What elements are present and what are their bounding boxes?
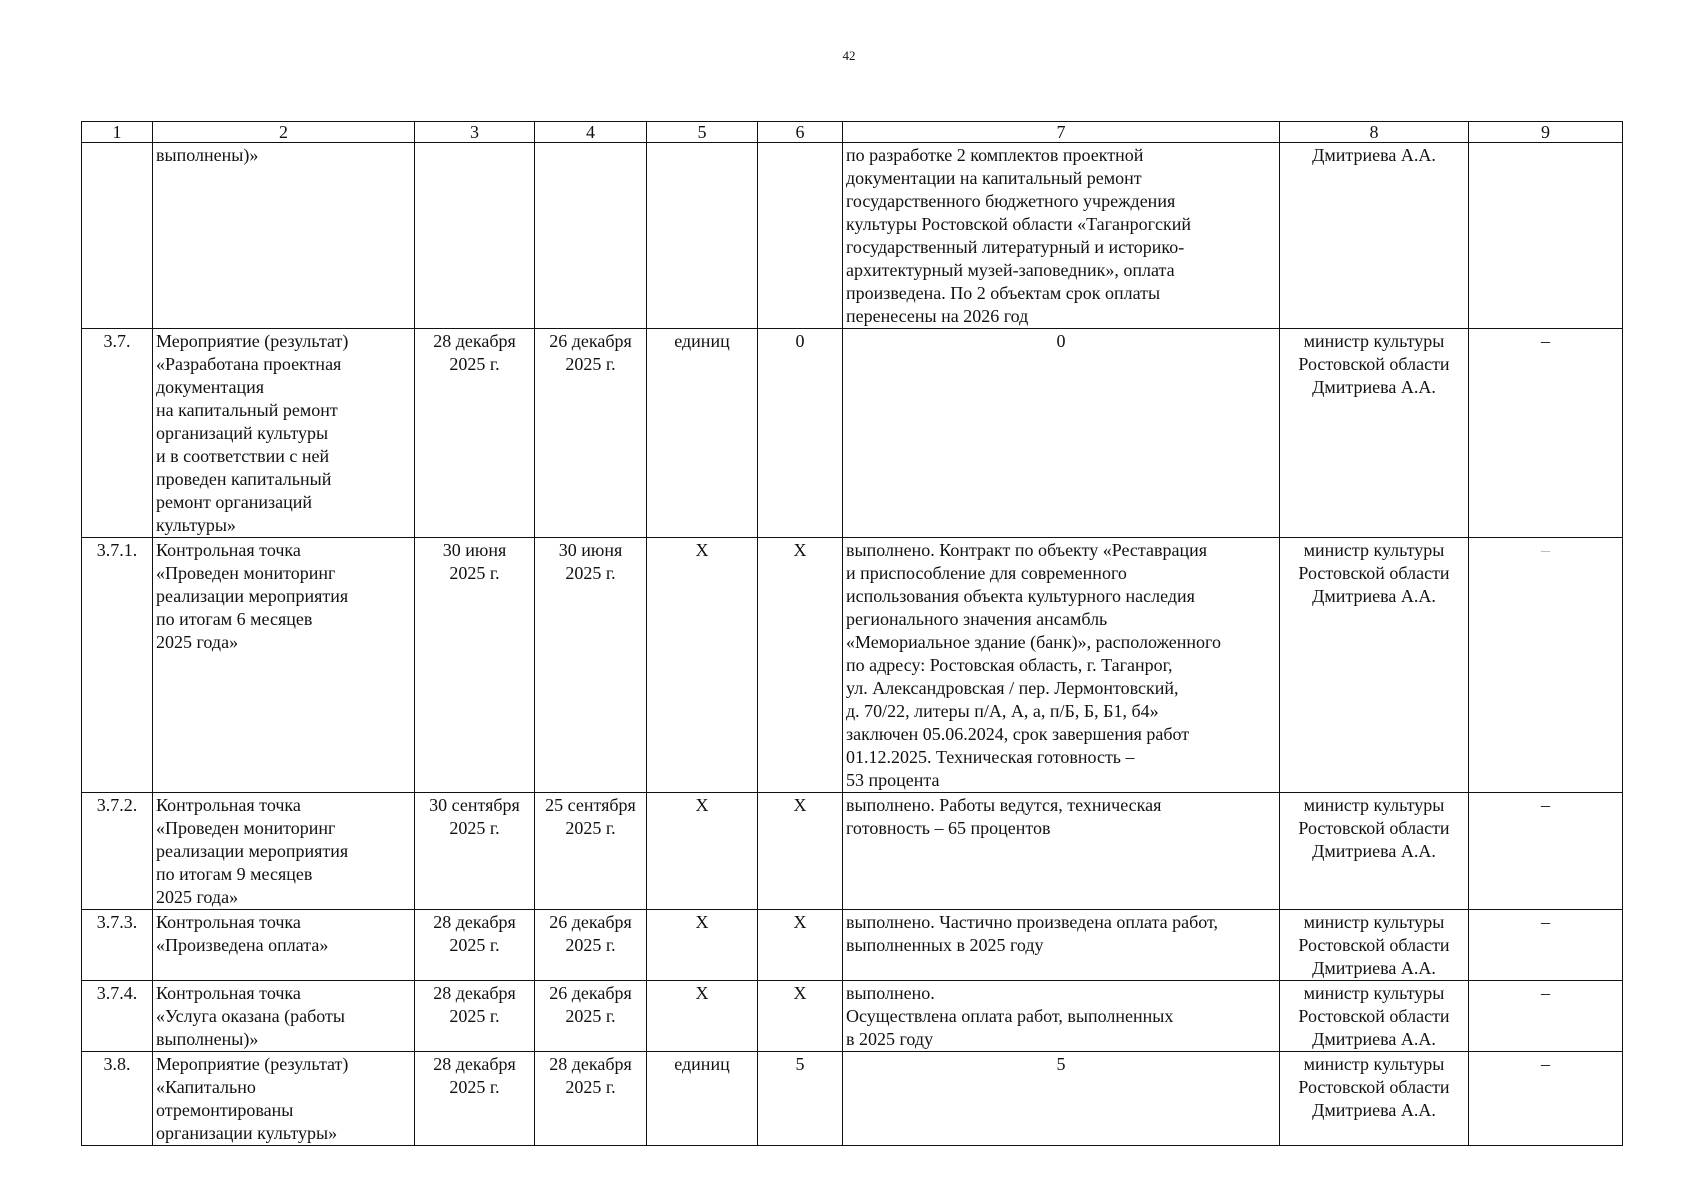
event-name: Мероприятие (результат) «Капитально отремонтированы организации культуры» — [153, 1052, 415, 1146]
table-row — [82, 1052, 1623, 1146]
note: – — [1469, 910, 1623, 981]
header-col-6: 6 — [758, 122, 843, 143]
result-text: выполнено. Осуществлена оплата работ, выполненных в 2025 году — [843, 981, 1280, 1052]
note: – — [1469, 538, 1623, 793]
responsible: министр культуры Ростовской области Дмитриева А.А. — [1280, 793, 1469, 910]
event-name: Контрольная точка «Проведен мониторинг реализации мероприятия по итогам 9 месяцев 2025 года» — [153, 793, 415, 910]
result-text: по разработке 2 комплектов проектной документации на капитальный ремонт государственного бюджетного учреждения культуры Ростовской области «Таганрогский государственный литературный и историко- архитектурный музей-заповедник», оплата произведена. По 2 объектам срок оплаты перенесены на 2026 год — [843, 143, 1280, 329]
responsible: Дмитриева А.А. — [1280, 143, 1469, 329]
responsible: министр культуры Ростовской области Дмитриева А.А. — [1280, 1052, 1469, 1146]
note: – — [1469, 329, 1623, 538]
result-text: выполнено. Работы ведутся, техническая готовность – 65 процентов — [843, 793, 1280, 910]
plan-date: 28 декабря 2025 г. — [415, 981, 535, 1052]
row-number — [82, 143, 153, 329]
plan-date: 30 июня 2025 г. — [415, 538, 535, 793]
event-name: Мероприятие (результат) «Разработана проектная документация на капитальный ремонт организаций культуры и в соответствии с ней проведен капитальный ремонт организаций культуры» — [153, 329, 415, 538]
header-col-2: 2 — [153, 122, 415, 143]
row-number: 3.7.3. — [82, 910, 153, 981]
plan-value: Х — [758, 793, 843, 910]
header-row — [82, 122, 1623, 143]
page-number: 42 — [842, 48, 856, 63]
fact-date: 28 декабря 2025 г. — [535, 1052, 647, 1146]
result-text: выполнено. Контракт по объекту «Реставрация и приспособление для современного использования объекта культурного наследия регионального значения ансамбль «Мемориальное здание (банк)», расположенного по адресу: Ростовская область, г. Таганрог, ул. Александровская / пер. Лермонтовский, д. 70/22, литеры п/А, А, а, п/Б, Б, Б1, б4» заключен 05.06.2024, срок завершения работ 01.12.2025. Техническая готовность – 53 процента — [843, 538, 1280, 793]
header-col-8: 8 — [1280, 122, 1469, 143]
responsible: министр культуры Ростовской области Дмитриева А.А. — [1280, 981, 1469, 1052]
unit: единиц — [647, 1052, 758, 1146]
plan-date: 28 декабря 2025 г. — [415, 329, 535, 538]
fact-date: 26 декабря 2025 г. — [535, 329, 647, 538]
plan-date: 28 декабря 2025 г. — [415, 1052, 535, 1146]
header-col-1: 1 — [82, 122, 153, 143]
plan-value: Х — [758, 538, 843, 793]
responsible: министр культуры Ростовской области Дмитриева А.А. — [1280, 910, 1469, 981]
note: – — [1469, 793, 1623, 910]
table-row — [82, 329, 1623, 538]
unit — [647, 143, 758, 329]
unit: Х — [647, 910, 758, 981]
result-text: выполнено. Частично произведена оплата работ, выполненных в 2025 году — [843, 910, 1280, 981]
plan-value: Х — [758, 981, 843, 1052]
fact-date: 30 июня 2025 г. — [535, 538, 647, 793]
header-col-7: 7 — [843, 122, 1280, 143]
unit: Х — [647, 793, 758, 910]
plan-value: Х — [758, 910, 843, 981]
row-number: 3.7.2. — [82, 793, 153, 910]
table-row — [82, 143, 1623, 329]
note: – — [1469, 1052, 1623, 1146]
unit: единиц — [647, 329, 758, 538]
header-col-5: 5 — [647, 122, 758, 143]
note — [1469, 143, 1623, 329]
unit: Х — [647, 538, 758, 793]
responsible: министр культуры Ростовской области Дмитриева А.А. — [1280, 329, 1469, 538]
result-text: 5 — [843, 1052, 1280, 1146]
unit: Х — [647, 981, 758, 1052]
plan-date: 30 сентября 2025 г. — [415, 793, 535, 910]
plan-date: 28 декабря 2025 г. — [415, 910, 535, 981]
fact-date: 26 декабря 2025 г. — [535, 910, 647, 981]
table-row — [82, 981, 1623, 1052]
row-number: 3.7. — [82, 329, 153, 538]
header-col-3: 3 — [415, 122, 535, 143]
table-row — [82, 793, 1623, 910]
plan-value: 5 — [758, 1052, 843, 1146]
header-col-4: 4 — [535, 122, 647, 143]
plan-value: 0 — [758, 329, 843, 538]
event-name: Контрольная точка «Произведена оплата» — [153, 910, 415, 981]
row-number: 3.7.4. — [82, 981, 153, 1052]
header-col-9: 9 — [1469, 122, 1623, 143]
event-name: выполнены)» — [153, 143, 415, 329]
table-row — [82, 910, 1623, 981]
report-table — [81, 121, 1623, 1146]
event-name: Контрольная точка «Услуга оказана (работы выполнены)» — [153, 981, 415, 1052]
fact-date: 25 сентября 2025 г. — [535, 793, 647, 910]
result-text: 0 — [843, 329, 1280, 538]
note: – — [1469, 981, 1623, 1052]
plan-value — [758, 143, 843, 329]
fact-date: 26 декабря 2025 г. — [535, 981, 647, 1052]
plan-date — [415, 143, 535, 329]
table-row — [82, 538, 1623, 793]
fact-date — [535, 143, 647, 329]
event-name: Контрольная точка «Проведен мониторинг реализации мероприятия по итогам 6 месяцев 2025 года» — [153, 538, 415, 793]
row-number: 3.7.1. — [82, 538, 153, 793]
responsible: министр культуры Ростовской области Дмитриева А.А. — [1280, 538, 1469, 793]
row-number: 3.8. — [82, 1052, 153, 1146]
